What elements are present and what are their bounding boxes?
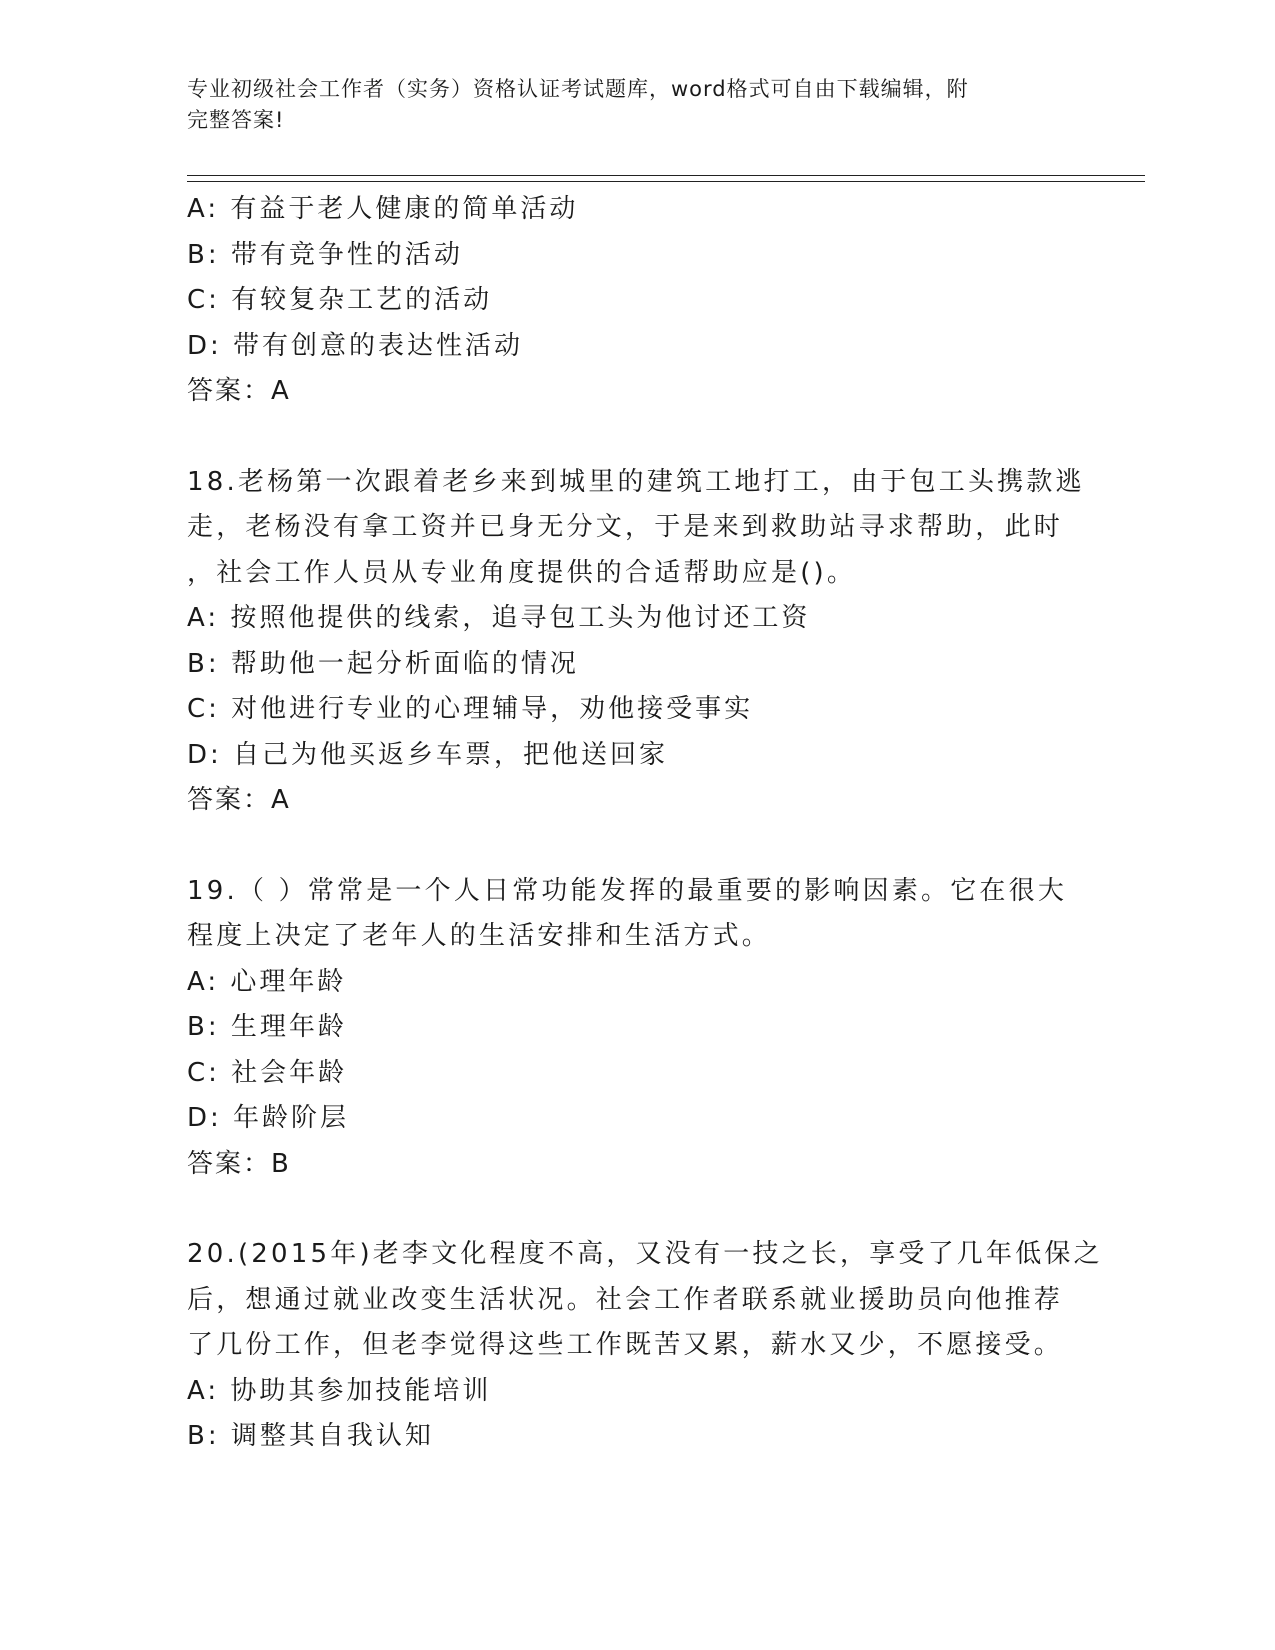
option-b: B: 带有竞争性的活动 (187, 239, 463, 270)
option-d: D: 年龄阶层 (187, 1103, 350, 1133)
answer: 答案：A (187, 376, 291, 406)
header-line-2: 完整答案! (187, 108, 285, 132)
option-a: A: 按照他提供的线索，追寻包工头为他讨还工资 (187, 603, 811, 633)
page-header (187, 74, 1067, 136)
question-stem (187, 1232, 1103, 1369)
stem-line: 了几份工作，但老李觉得这些工作既苦又累，薪水又少，不愿接受。 (187, 1330, 1064, 1360)
question-19 (187, 869, 1087, 1188)
question-stem (187, 460, 1087, 597)
stem-line: 后，想通过就业改变生活状况。社会工作者联系就业援助员向他推荐 (187, 1284, 1064, 1315)
option-d: D: 自己为他买返乡车票，把他送回家 (187, 739, 669, 770)
option-c: C: 社会年龄 (187, 1057, 348, 1088)
option-b: B: 生理年龄 (187, 1012, 347, 1042)
option-b: B: 帮助他一起分析面临的情况 (187, 648, 579, 679)
stem-line: 19.（ ）常常是一个人日常功能发挥的最重要的影响因素。它在很大 (187, 875, 1068, 906)
stem-line: 18.老杨第一次跟着老乡来到城里的建筑工地打工，由于包工头携款逃 (187, 466, 1085, 497)
header-divider-bottom (187, 181, 1145, 182)
option-a: A: 协助其参加技能培训 (187, 1375, 492, 1406)
stem-line: 走，老杨没有拿工资并已身无分文，于是来到救助站寻求帮助，此时 (187, 512, 1064, 542)
option-a: A: 心理年龄 (187, 966, 347, 997)
stem-line: 20.(2015年)老李文化程度不高，又没有一技之长，享受了几年低保之 (187, 1239, 1103, 1269)
option-a: A: 有益于老人健康的简单活动 (187, 194, 579, 224)
question-20 (187, 1232, 1103, 1460)
option-c: C: 对他进行专业的心理辅导，劝他接受事实 (187, 694, 754, 724)
option-b: B: 调整其自我认知 (187, 1421, 434, 1451)
header-line-1: 专业初级社会工作者（实务）资格认证考试题库，word格式可自由下载编辑，附 (187, 77, 969, 101)
answer: 答案：B (187, 1148, 291, 1179)
question-content (187, 187, 1103, 1460)
question-18 (187, 460, 1087, 824)
question-17 (187, 187, 1087, 415)
stem-line: 程度上决定了老年人的生活安排和生活方式。 (187, 921, 772, 951)
answer: 答案：A (187, 785, 291, 815)
stem-line: ，社会工作人员从专业角度提供的合适帮助应是()。 (187, 557, 857, 588)
question-stem (187, 869, 1087, 960)
option-c: C: 有较复杂工艺的活动 (187, 285, 493, 315)
option-d: D: 带有创意的表达性活动 (187, 330, 524, 361)
header-divider-top (187, 175, 1145, 176)
